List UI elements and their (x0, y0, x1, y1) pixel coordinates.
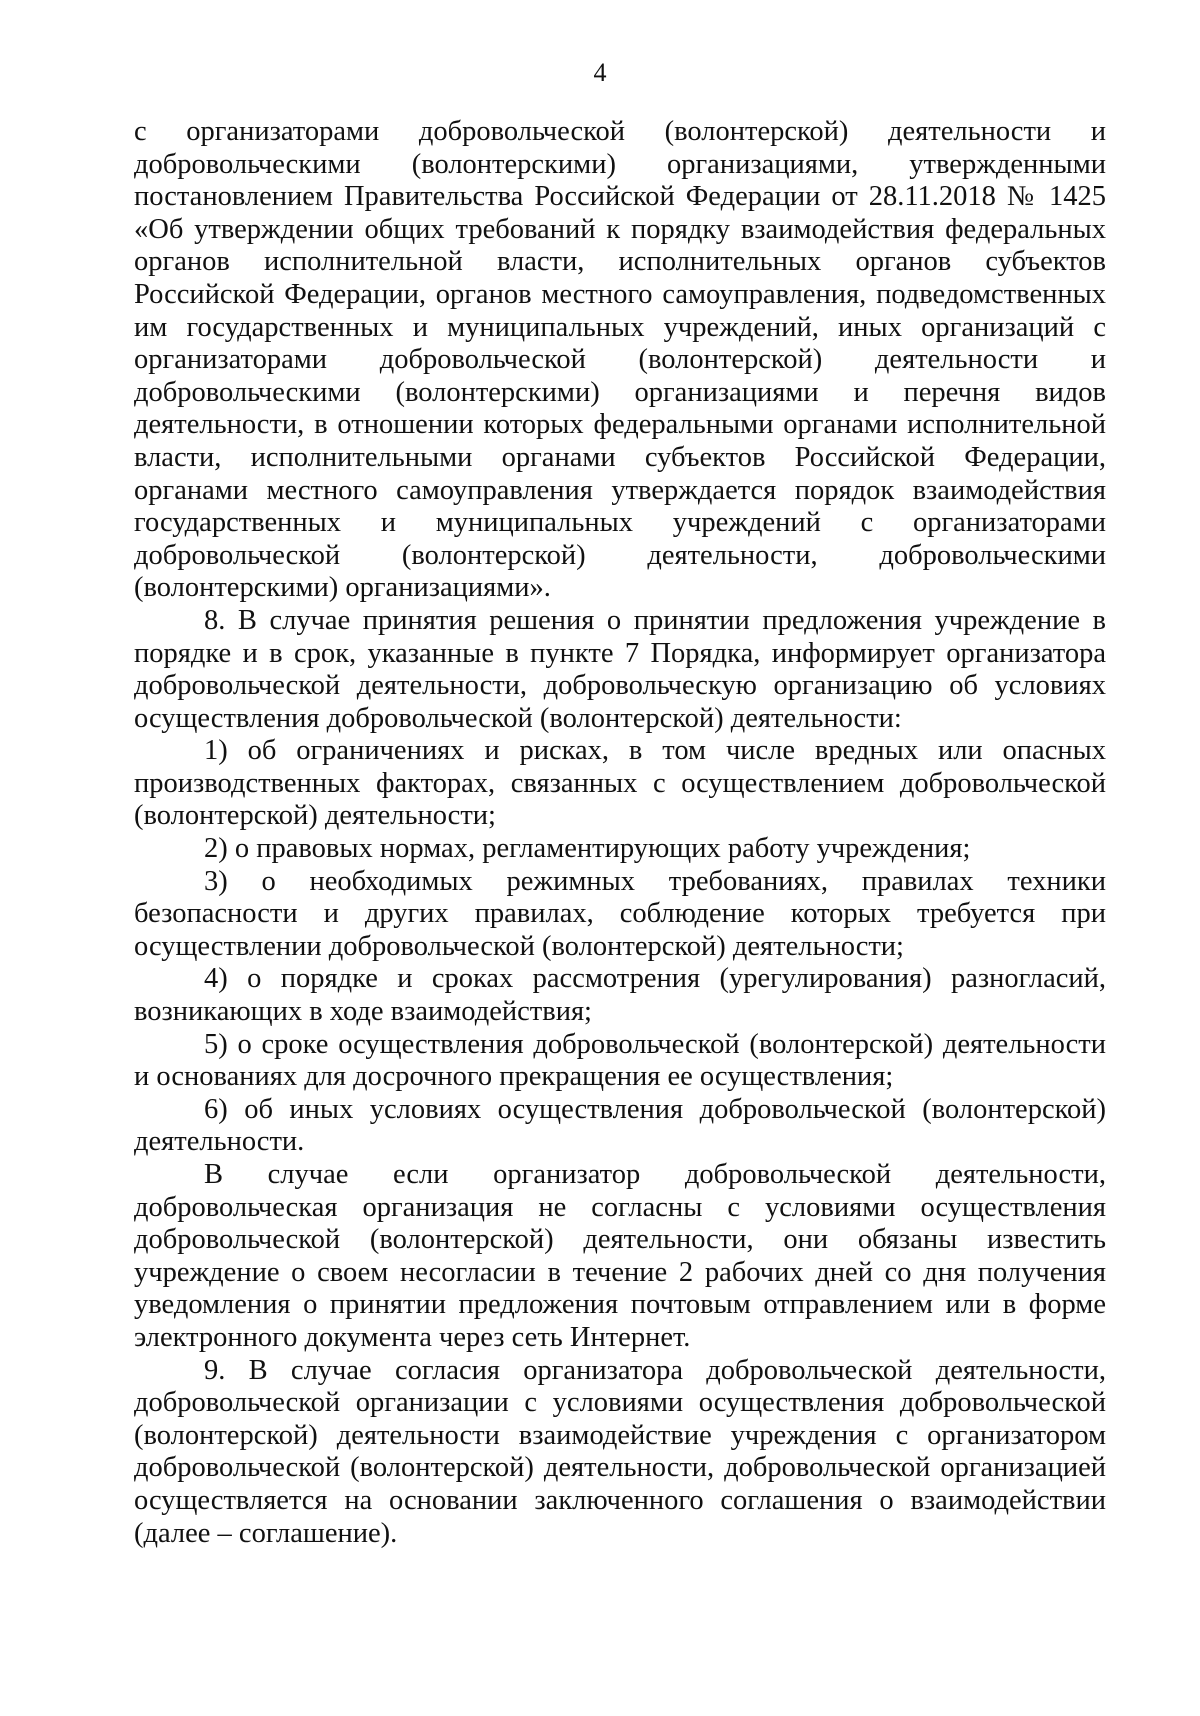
subitem-4: 4) о порядке и сроках рассмотрения (урегулирования) разногласий, возникающих в ходе взаимодействия; (134, 963, 1106, 1028)
paragraph-item-9: 9. В случае согласия организатора добровольческой деятельности, добровольческой организации с условиями осуществления добровольческой (волонтерской) деятельности взаимодействие учреждения с организатором добровольческой (волонтерской) деятельности, добровольческой организацией осуществляется на основании заключенного соглашения о взаимодействии (далее – соглашение). (134, 1354, 1106, 1549)
subitem-5: 5) о сроке осуществления добровольческой (волонтерской) деятельности и основаниях для досрочного прекращения ее осуществления; (134, 1028, 1106, 1093)
paragraph-continuation: с организаторами добровольческой (волонтерской) деятельности и добровольческими (волонтерскими) организациями, утвержденными постановлением Правительства Российской Федерации от 28.11.2018 № 1425 «Об утверждении общих требований к порядку взаимодействия федеральных органов исполнительной власти, исполнительных органов субъектов Российской Федерации, органов местного самоуправления, подведомственных им государственных и муниципальных учреждений, иных организаций с организаторами добровольческой (волонтерской) деятельности и добровольческими (волонтерскими) организациями и перечня видов деятельности, в отношении которых федеральными органами исполнительной власти, исполнительными органами субъектов Российской Федерации, органами местного самоуправления утверждается порядок взаимодействия государственных и муниципальных учреждений с организаторами добровольческой (волонтерской) деятельности, добровольческими (волонтерскими) организациями». (134, 116, 1106, 604)
paragraph-item-8: 8. В случае принятия решения о принятии предложения учреждение в порядке и в срок, указанные в пункте 7 Порядка, информирует организатора добровольческой деятельности, добровольческую организацию об условиях осуществления добровольческой (волонтерской) деятельности: (134, 604, 1106, 734)
paragraph-disagreement: В случае если организатор добровольческой деятельности, добровольческая организация не согласны с условиями осуществления добровольческой (волонтерской) деятельности, они обязаны известить учреждение о своем несогласии в течение 2 рабочих дней со дня получения уведомления о принятии предложения почтовым отправлением или в форме электронного документа через сеть Интернет. (134, 1159, 1106, 1353)
subitem-6: 6) об иных условиях осуществления добровольческой (волонтерской) деятельности. (134, 1093, 1106, 1158)
subitem-1: 1) об ограничениях и рисках, в том числе вредных или опасных производственных факторах, связанных с осуществлением добровольческой (волонтерской) деятельности; (134, 735, 1106, 832)
document-body (134, 116, 1106, 1550)
subitem-2: 2) о правовых нормах, регламентирующих работу учреждения; (204, 833, 971, 865)
page-number: 4 (593, 58, 607, 87)
subitem-3: 3) о необходимых режимных требованиях, правилах техники безопасности и других правилах, соблюдение которых требуется при осуществлении добровольческой (волонтерской) деятельности; (134, 865, 1106, 962)
